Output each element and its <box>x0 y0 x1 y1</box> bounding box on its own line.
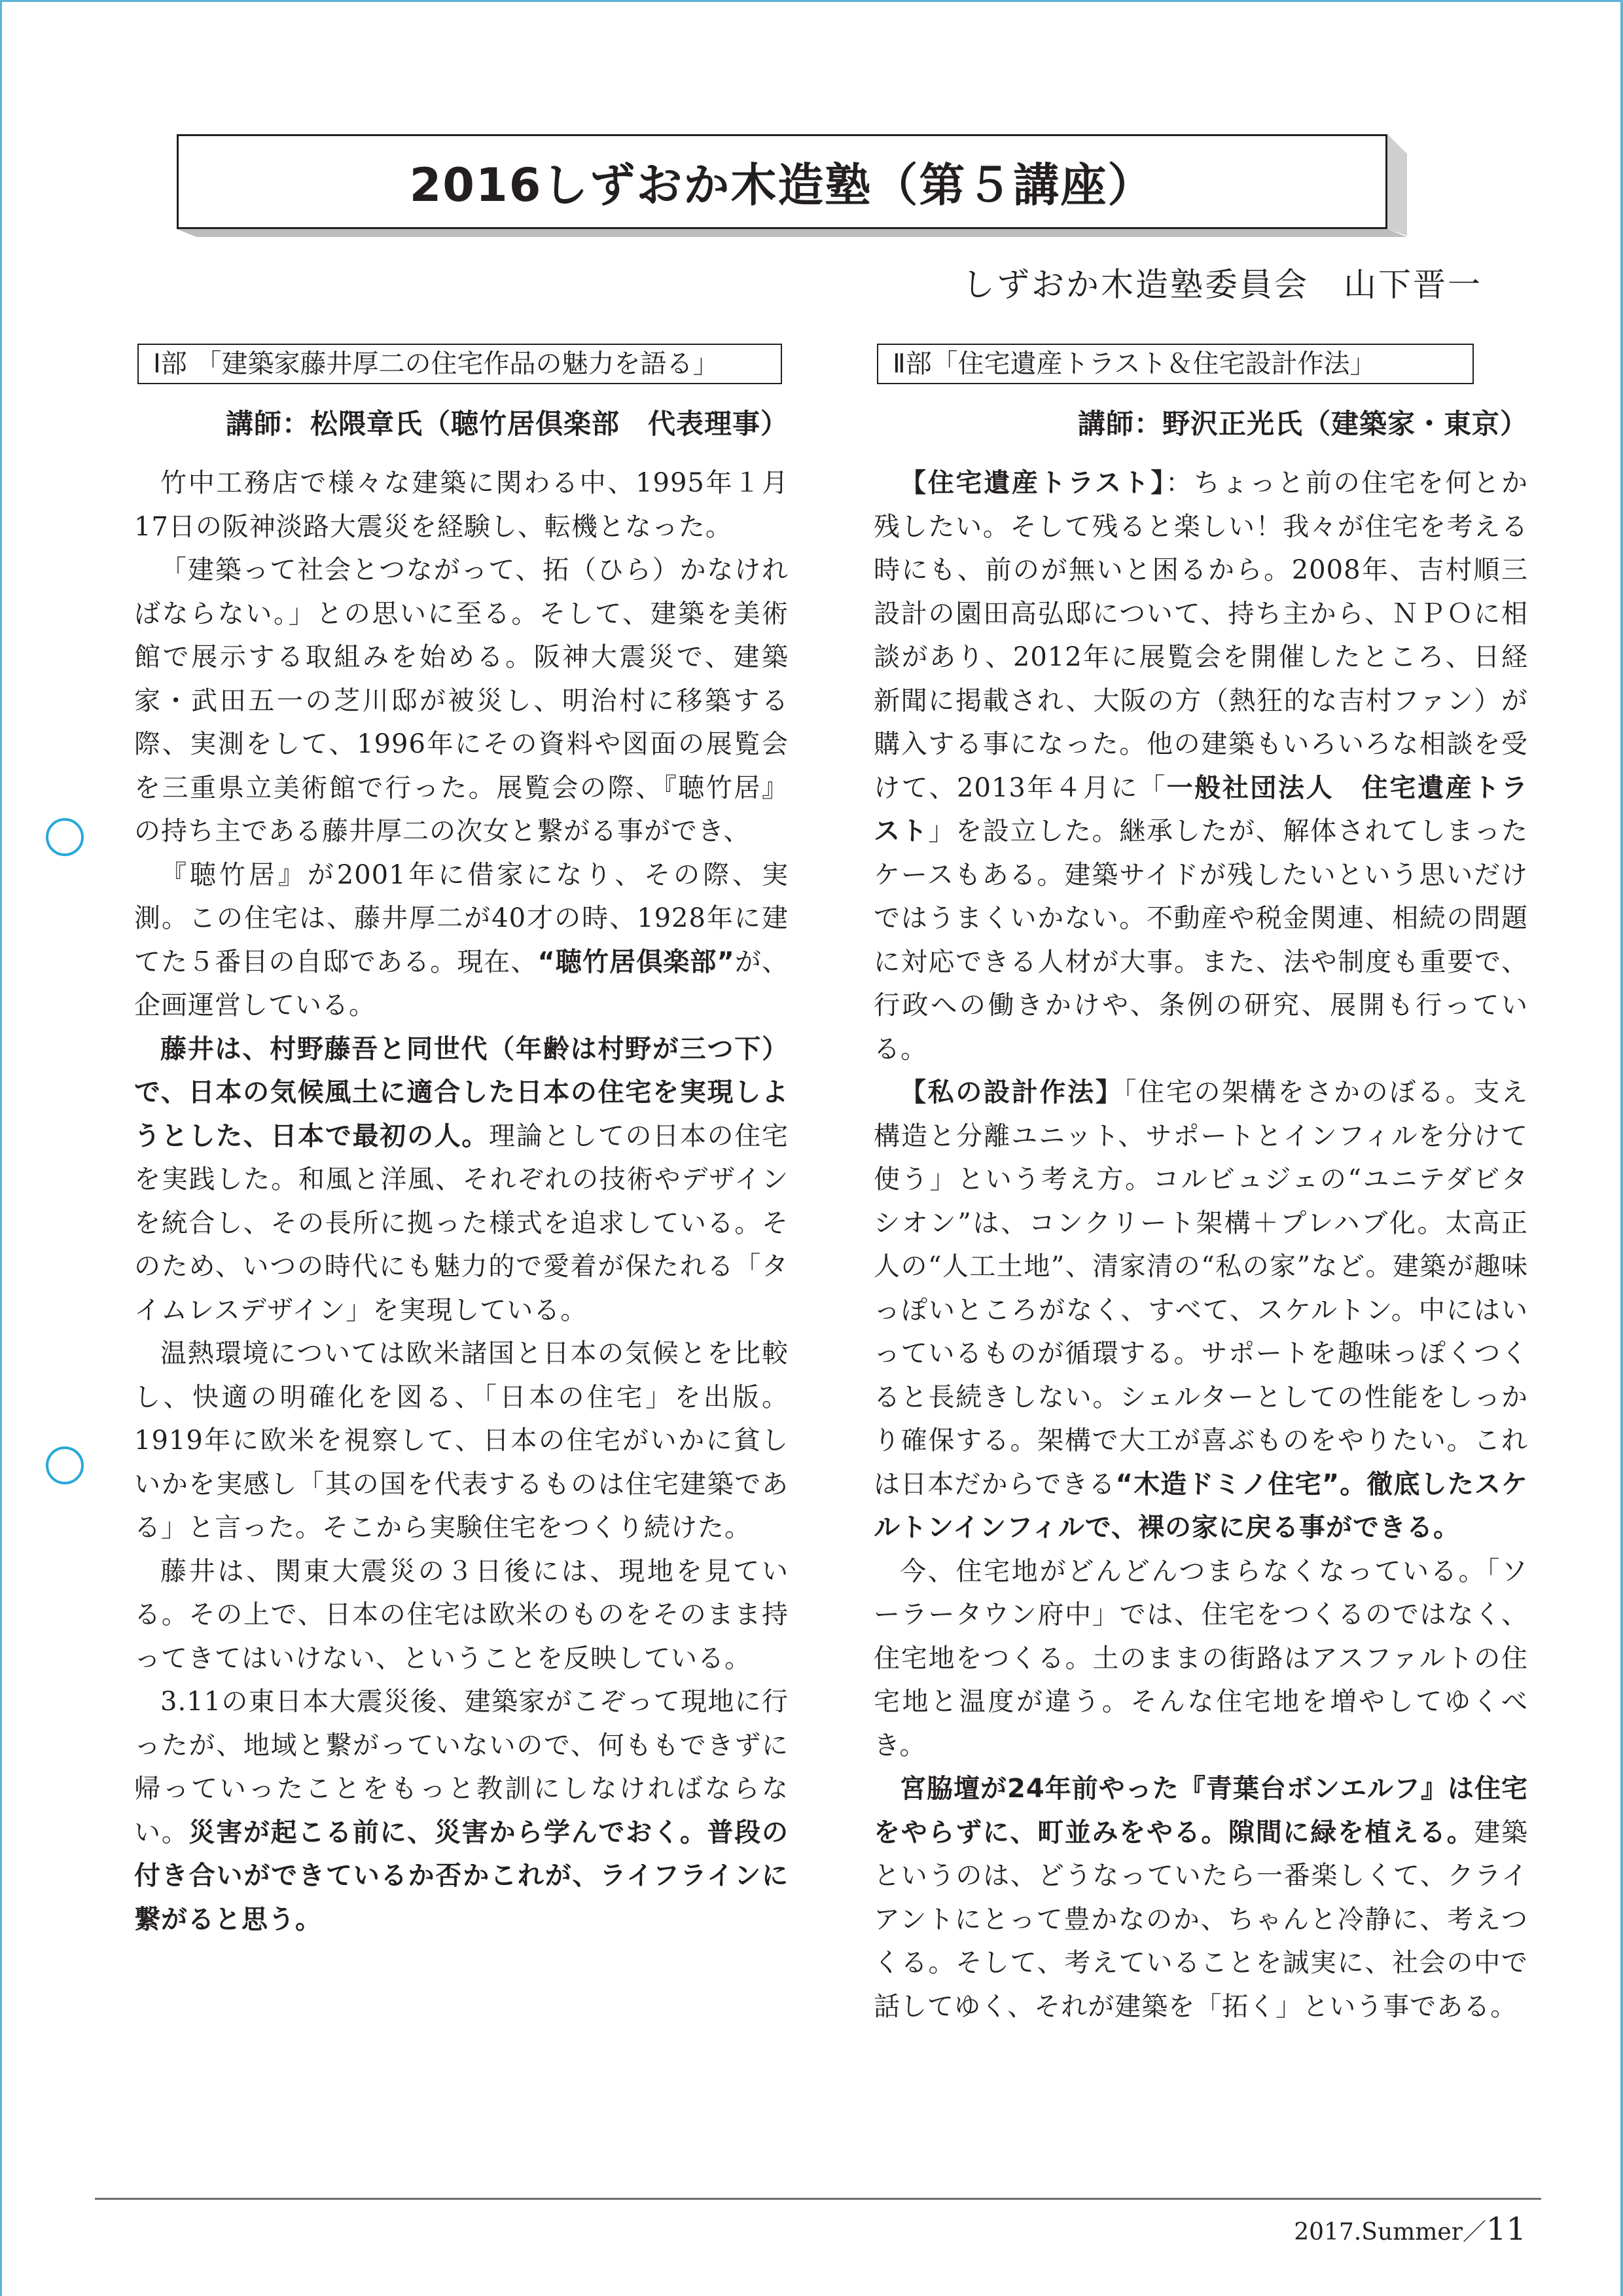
binding-hole-circle <box>46 1446 84 1484</box>
paragraph <box>134 853 789 1028</box>
text-span: 3.11の東日本大震災後、建築家がこぞって現地に行ったが、地域と繋がっていないので、何ももできずに帰っていったことをもっと教訓にしなければならない。 <box>134 1687 789 1848</box>
footer <box>1294 2211 1526 2248</box>
bold-span: 【私の設計作法】 <box>900 1077 1124 1107</box>
left-column <box>134 344 789 1941</box>
part-1-lecturer: 講師：松隈章氏（聴竹居倶楽部 代表理事） <box>225 408 789 440</box>
binding-hole-circle <box>46 818 84 856</box>
frame-left-edge <box>0 0 2 2296</box>
title-box-shadow-bottom <box>177 229 1407 237</box>
paragraph <box>874 461 1528 1071</box>
text-span: が、企画運営している。 <box>134 946 789 1020</box>
page-number: 11 <box>1486 2211 1526 2248</box>
part-2-lecturer: 講師：野沢正光氏（建築家・東京） <box>1077 408 1528 440</box>
paragraph <box>874 1071 1528 1550</box>
paragraph: 竹中工務店で様々な建築に関わる中、1995年１月17日の阪神淡路大震災を経験し、転機となった。 <box>134 468 789 542</box>
part-2-body <box>874 461 1528 2028</box>
text-span: 『聴竹居』が2001年に借家になり、その際、実測。この住宅は、藤井厚二が40才の時、1928年に建てた５番目の自邸である。現在、 <box>134 859 789 977</box>
part-1-heading: Ⅰ部 「建築家藤井厚二の住宅作品の魅力を語る」 <box>137 344 782 384</box>
issue-label: 2017.Summer／ <box>1294 2219 1486 2246</box>
frame-right-edge <box>1620 0 1623 2296</box>
footer-rule <box>95 2198 1541 2200</box>
bold-span: 藤井は、村野藤吾と同世代（年齢は村野が三つ下）で、日本の気候風土に適合した日本の住宅を実現しようとした、日本で最初の人。 <box>134 1033 789 1151</box>
title-box-shadow-side <box>1387 134 1407 236</box>
paragraph <box>134 1680 789 1941</box>
text-span: 「住宅の架構をさかのぼる。支え構造と分離ユニット、サポートとインフィルを分けて使う」という考え方。コルビュジェの“ユニテダビタシオン”は、コンクリート架構＋プレハブ化。太高正人の“人工土地”、清家清の“私の家”など。建築が趣味っぽいところがなく、すべて、スケルトン。中にはいっているものが循環する。サポートを趣味っぽくつくると長続きしない。シェルターとしての性能をしっかり確保する。架構で大工が喜ぶものをやりたい。これは日本だからできる <box>874 1077 1529 1499</box>
paragraph <box>874 1767 1528 2028</box>
text-span: 」を設立した。継承したが、解体されてしまったケースもある。建築サイドが残したいという思いだけではうまくいかない。不動産や税金関連、相続の問題に対応できる人材が大事。また、法や制度も重要で、行政への働きかけや、条例の研究、展開も行っている。 <box>874 816 1529 1064</box>
bold-span: “聴竹居倶楽部” <box>537 946 735 977</box>
paragraph: 「建築って社会とつながって、拓（ひら）かなければならない。」との思いに至る。そして、建築を美術館で展示する取組みを始める。阪神大震災で、建築家・武田五一の芝川邸が被災し、明治村に移築する際、実測をして、1996年にその資料や図面の展覧会を三重県立美術館で行った。展覧会の際、『聴竹居』の持ち主である藤井厚二の次女と繋がる事ができ、 <box>134 555 789 846</box>
bold-span: 一般社団法人 住宅遺産トラスト <box>874 772 1529 846</box>
text-span: ：ちょっと前の住宅を何とか残したい。そして残ると楽しい！我々が住宅を考える時にも、前のが無いと困るから。2008年、吉村順三設計の園田高弘邸について、持ち主から、ＮＰＯに相談があり、2012年に展覧会を開催したところ、日経新聞に掲載され、大阪の方（熱狂的な吉村ファン）が購入する事になった。他の建築もいろいろな相談を受けて、2013年４月に「 <box>874 468 1529 803</box>
text-span: 理論としての日本の住宅を実践した。和風と洋風、それぞれの技術やデザインを統合し、その長所に拠った様式を追求している。そのため、いつの時代にも魅力的で愛着が保たれる「タイムレスデザイン」を実現している。 <box>134 1121 789 1325</box>
part-2-heading: Ⅱ部「住宅遺産トラスト＆住宅設計作法」 <box>877 344 1474 384</box>
bold-span: “木造ドミノ住宅”。徹底したスケルトンインフィルで、裸の家に戻る事ができる。 <box>874 1469 1528 1543</box>
bold-span: 宮脇壇が24年前やった『青葉台ボンエルフ』は住宅をやらずに、町並みをやる。隙間に緑を植える。 <box>874 1774 1528 1848</box>
part-1-body <box>134 461 789 1941</box>
paragraph: 藤井は、関東大震災の３日後には、現地を見ている。その上で、日本の住宅は欧米のものをそのまま持ってきてはいけない、ということを反映している。 <box>134 1556 789 1674</box>
right-column <box>874 344 1528 2028</box>
paragraph: 今、住宅地がどんどんつまらなくなっている。「ソーラータウン府中」では、住宅をつくるのではなく、住宅地をつくる。土のままの街路はアスファルトの住宅地と温度が違う。そんな住宅地を増やしてゆくべき。 <box>874 1556 1528 1761</box>
paragraph <box>134 1028 789 1333</box>
page-title: 2016しずおか木造塾（第５講座） <box>409 158 1155 212</box>
bold-span: 災害が起こる前に、災害から学んでおく。普段の付き合いができているか否かこれが、ライフラインに繋がると思う。 <box>134 1817 789 1935</box>
bold-span: 【住宅遺産トラスト】 <box>900 468 1166 498</box>
text-span: 建築というのは、どうなっていたら一番楽しくて、クライアントにとって豊かなのか、ちゃんと冷静に、考えつくる。そして、考えていることを誠実に、社会の中で話してゆく、それが建築を「拓く」という事である。 <box>874 1817 1529 2022</box>
frame-top-edge <box>0 0 1623 2</box>
author-line: しずおか木造塾委員会 山下晋一 <box>962 266 1482 304</box>
paragraph: 温熱環境については欧米諸国と日本の気候とを比較し、快適の明確化を図る、「日本の住宅」を出版。1919年に欧米を視察して、日本の住宅がいかに貧しいかを実感し「其の国を代表するものは住宅建築である」と言った。そこから実験住宅をつくり続けた。 <box>134 1338 789 1543</box>
title-box <box>177 134 1387 229</box>
